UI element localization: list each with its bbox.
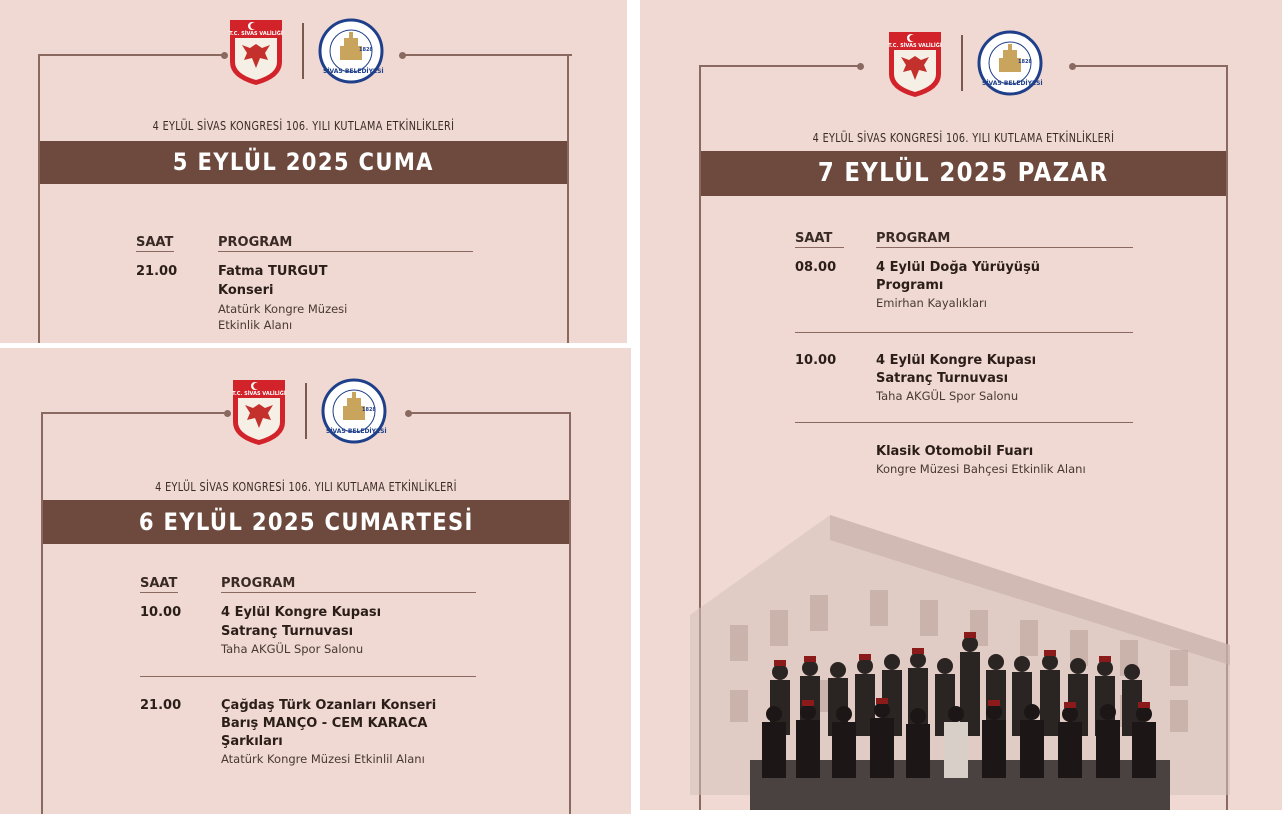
event-place-line: Taha AKGÜL Spor Salonu [221,642,364,656]
event-place-line: Atatürk Kongre Müzesi [218,302,348,316]
belediye-year: 1828 [1018,59,1032,65]
belediye-text: SİVAS BELEDİYESİ [323,68,384,75]
frame-dot [857,63,864,70]
date-text: 7 EYLÜL 2025 PAZAR [818,158,1109,188]
frame-line [402,54,572,56]
frame-line [41,412,228,414]
frame-dot [224,410,231,417]
date-banner [701,151,1226,196]
header-rule [136,251,174,252]
logo-separator [305,383,307,439]
event-time: 08.00 [795,260,837,275]
frame-dot [1069,63,1076,70]
sivas-congress-group-photo [750,632,1170,810]
belediye-year: 1828 [359,47,373,53]
program-card-7-eylul [640,0,1282,810]
frame-line [1072,65,1228,67]
sivas-valiligi-logo [231,378,287,444]
date-text: 6 EYLÜL 2025 CUMARTESİ [138,508,474,536]
col-saat: SAAT [136,235,174,250]
frame-dot [221,52,228,59]
frame-line [569,412,571,814]
event-time: 21.00 [140,698,182,713]
subtitle: 4 EYLÜL SİVAS KONGRESİ 106. YILI KUTLAMA ETKİNLİKLERİ [812,130,1115,145]
event-title-line: Fatma TURGUT [218,264,328,279]
subtitle: 4 EYLÜL SİVAS KONGRESİ 106. YILI KUTLAMA ETKİNLİKLERİ [155,479,457,494]
frame-dot [405,410,412,417]
event-time: 10.00 [795,353,837,368]
event-title-line: Çağdaş Türk Ozanları Konseri [221,698,437,713]
frame-line [699,65,861,67]
sivas-belediyesi-logo [977,30,1043,96]
header-rule [140,592,178,593]
logos [231,378,387,444]
sivas-belediyesi-logo [321,378,387,444]
valilik-text: T.C. SİVAS VALİLİĞİ [888,43,942,49]
sivas-belediyesi-logo [318,18,384,84]
event-title-line: Satranç Turnuvası [221,624,354,639]
frame-line [38,54,40,343]
frame-line [38,54,225,56]
frame-dot [399,52,406,59]
event-title-line: 4 Eylül Kongre Kupası [876,353,1037,368]
event-place-line: Taha AKGÜL Spor Salonu [876,389,1019,403]
event-title-line: Barış MANÇO - CEM KARACA [221,716,428,731]
logo-separator [302,23,304,79]
col-program: PROGRAM [876,231,951,246]
date-banner [43,500,569,544]
frame-line [408,412,571,414]
header-rule [795,247,844,248]
event-title-line: Konseri [218,283,274,298]
event-title-line: Şarkıları [221,734,283,749]
valilik-text: T.C. SİVAS VALİLİĞİ [232,391,286,397]
program-card-6-eylul [0,348,631,814]
event-time: 21.00 [136,264,178,279]
event-place-line: Emirhan Kayalıkları [876,296,987,310]
logos [228,18,384,84]
subtitle: 4 EYLÜL SİVAS KONGRESİ 106. YILI KUTLAMA ETKİNLİKLERİ [152,118,455,133]
valilik-text: T.C. SİVAS VALİLİĞİ [229,31,283,37]
event-title-line: 4 Eylül Doğa Yürüyüşü [876,260,1041,275]
event-place-line: Kongre Müzesi Bahçesi Etkinlik Alanı [876,462,1086,476]
frame-line [567,54,569,343]
event-title-line: Klasik Otomobil Fuarı [876,444,1034,459]
date-text: 5 EYLÜL 2025 CUMA [172,148,435,176]
belediye-text: SİVAS BELEDİYESİ [326,428,387,435]
program-card-5-eylul [0,0,627,343]
event-divider [795,332,1133,333]
event-place-line: Atatürk Kongre Müzesi Etkinlil Alanı [221,752,425,766]
header-rule [218,251,473,252]
col-program: PROGRAM [221,576,296,591]
sivas-valiligi-logo [228,18,284,84]
event-title-line: Programı [876,278,944,293]
event-place-line: Etkinlik Alanı [218,318,293,332]
belediye-text: SİVAS BELEDİYESİ [982,80,1043,87]
event-divider [140,676,476,677]
logo-separator [961,35,963,91]
event-title-line: 4 Eylül Kongre Kupası [221,605,382,620]
header-rule [876,247,1133,248]
col-saat: SAAT [795,231,833,246]
event-divider [795,422,1133,423]
header-rule [221,592,476,593]
frame-line [41,412,43,814]
logos [887,30,1043,96]
belediye-year: 1828 [362,407,376,413]
event-time: 10.00 [140,605,182,620]
event-title-line: Satranç Turnuvası [876,371,1009,386]
col-saat: SAAT [140,576,178,591]
date-banner [40,141,567,184]
sivas-valiligi-logo [887,30,943,96]
col-program: PROGRAM [218,235,293,250]
